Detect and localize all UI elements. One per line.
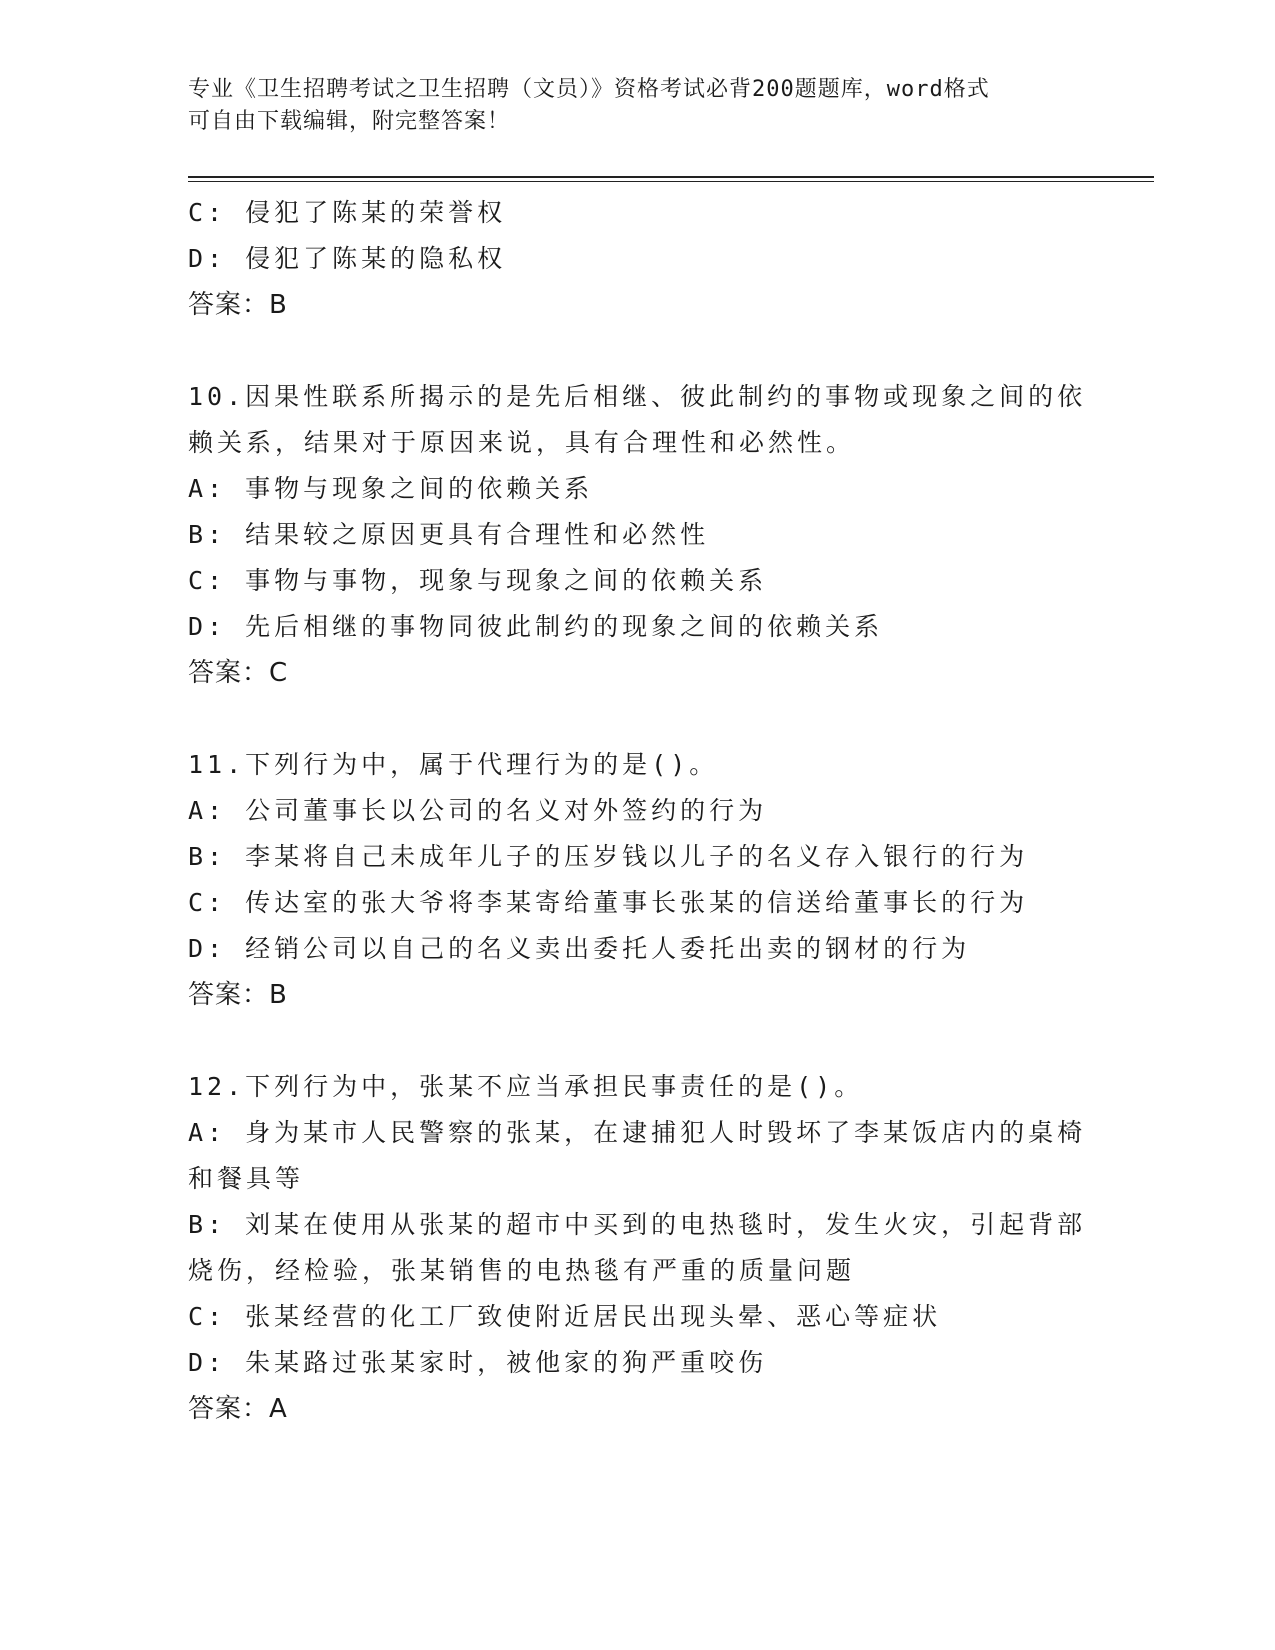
header-title-line-2: 可自由下载编辑，附完整答案！	[188, 109, 511, 134]
question-12	[188, 1064, 1088, 1432]
q11-option-d: D: 经销公司以自己的名义卖出委托人委托出卖的钢材的行为	[188, 934, 971, 963]
header-divider-thin	[188, 181, 1154, 182]
q12-option-a-line-1: A: 身为某市人民警察的张某，在逮捕犯人时毁坏了李某饭店内的桌椅	[188, 1118, 1087, 1147]
q9-answer: 答案：B	[188, 290, 288, 320]
question-10	[188, 374, 1088, 696]
q12-option-b-line-2: 烧伤，经检验，张某销售的电热毯有严重的质量问题	[188, 1256, 856, 1285]
q10-option-d: D: 先后相继的事物同彼此制约的现象之间的依赖关系	[188, 612, 884, 641]
q11-option-c: C: 传达室的张大爷将李某寄给董事长张某的信送给董事长的行为	[188, 888, 1029, 917]
q12-stem-line-1: 12.下列行为中，张某不应当承担民事责任的是()。	[188, 1072, 864, 1101]
q10-stem-line-2: 赖关系，结果对于原因来说，具有合理性和必然性。	[188, 428, 856, 457]
header-divider-thick	[188, 176, 1154, 178]
q9-option-d: D: 侵犯了陈某的隐私权	[188, 244, 507, 273]
question-9	[188, 190, 1088, 328]
q12-option-d: D: 朱某路过张某家时，被他家的狗严重咬伤	[188, 1348, 768, 1377]
q12-option-a-line-2: 和餐具等	[188, 1164, 305, 1193]
q10-option-a: A: 事物与现象之间的依赖关系	[188, 474, 594, 503]
q10-option-b: B: 结果较之原因更具有合理性和必然性	[188, 520, 710, 549]
q12-option-c: C: 张某经营的化工厂致使附近居民出现头晕、恶心等症状	[188, 1302, 942, 1331]
q11-answer: 答案：B	[188, 980, 288, 1010]
spacer	[188, 1018, 1088, 1064]
question-11	[188, 742, 1088, 1018]
q9-option-c: C: 侵犯了陈某的荣誉权	[188, 198, 507, 227]
q10-answer: 答案：C	[188, 658, 289, 688]
spacer	[188, 696, 1088, 742]
document-header	[188, 74, 1088, 138]
question-list	[188, 190, 1088, 1432]
header-title-line-1: 专业《卫生招聘考试之卫生招聘（文员）》资格考试必背200题题库，word格式	[188, 77, 990, 102]
q11-option-b: B: 李某将自己未成年儿子的压岁钱以儿子的名义存入银行的行为	[188, 842, 1029, 871]
q11-stem-line-1: 11.下列行为中，属于代理行为的是()。	[188, 750, 719, 779]
spacer	[188, 328, 1088, 374]
q12-option-b-line-1: B: 刘某在使用从张某的超市中买到的电热毯时，发生火灾，引起背部	[188, 1210, 1087, 1239]
q10-stem-line-1: 10.因果性联系所揭示的是先后相继、彼此制约的事物或现象之间的依	[188, 382, 1087, 411]
q12-answer: 答案：A	[188, 1394, 288, 1424]
q11-option-a: A: 公司董事长以公司的名义对外签约的行为	[188, 796, 768, 825]
q10-option-c: C: 事物与事物，现象与现象之间的依赖关系	[188, 566, 768, 595]
